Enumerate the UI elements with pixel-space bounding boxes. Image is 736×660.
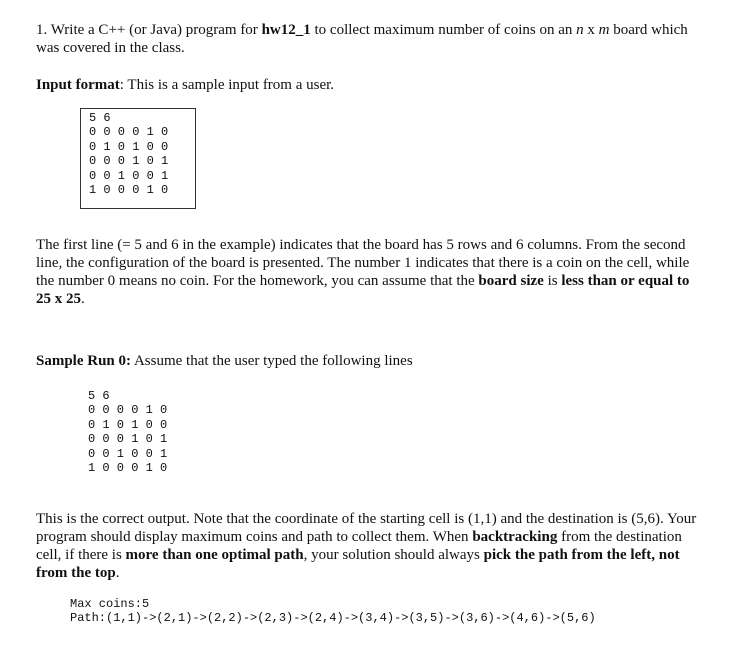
sample-run-label: Sample Run 0:: [36, 353, 132, 369]
output-description: This is the correct output. Note that the coordinate of the starting cell is (1,1) and the destination is (5,6). Your program should display maximum coins and path to collect them. When backtracking from the destination cell, if there is more than one optimal path, your solution should always pick the path from the left, not from the top.: [36, 511, 697, 581]
sample-run-heading: Sample Run 0: Assume that the user typed the following lines: [36, 353, 413, 369]
sample-input-box: [80, 108, 196, 209]
sample-input-line: 0 0 0 0 1 0: [89, 125, 169, 140]
sample-input-line: 5 6: [89, 111, 111, 125]
sample-input-line: 0 0 0 1 0 1: [89, 154, 169, 169]
sample-input-line: 0 0 1 0 0 1: [89, 168, 169, 183]
sample-run-input-line: 1 0 0 0 1 0: [88, 461, 168, 476]
sample-run-input: [88, 389, 167, 475]
input-format-line: Input format: This is a sample input from a user.: [36, 77, 335, 93]
program-output: [70, 597, 596, 626]
sample-input-line: 1 0 0 0 1 0: [89, 183, 169, 198]
sample-run-input-line: 0 0 0 0 1 0: [88, 403, 168, 418]
sample-run-input-line: 0 0 1 0 0 1: [88, 446, 168, 461]
explanation-paragraph: The first line (= 5 and 6 in the example) indicates that the board has 5 rows and 6 columns. From the second line, the configuration of the board is presented. The number 1 indicates that there is a coin on the cell, while the number 0 means no coin. For the homework, you can assume that the board size is less than or equal to 25 x 25.: [36, 237, 690, 307]
question-number: 1.: [36, 22, 48, 38]
input-format-label: Input format: [36, 77, 120, 93]
path-line: Path:(1,1)->(2,1)->(2,2)->(2,3)->(2,4)->(3,4)->(3,5)->(3,6)->(4,6)->(5,6): [70, 611, 596, 626]
program-name: hw12_1: [261, 22, 311, 38]
sample-run-input-line: 5 6: [88, 389, 110, 403]
sample-input-line: 0 1 0 1 0 0: [89, 139, 169, 154]
sample-run-input-line: 0 0 0 1 0 1: [88, 432, 168, 447]
question-text: 1. Write a C++ (or Java) program for hw12_1 to collect maximum number of coins on an n x m board which was covered in the class.: [36, 22, 688, 56]
sample-run-input-line: 0 1 0 1 0 0: [88, 417, 168, 432]
max-coins-line: Max coins:5: [70, 597, 150, 611]
